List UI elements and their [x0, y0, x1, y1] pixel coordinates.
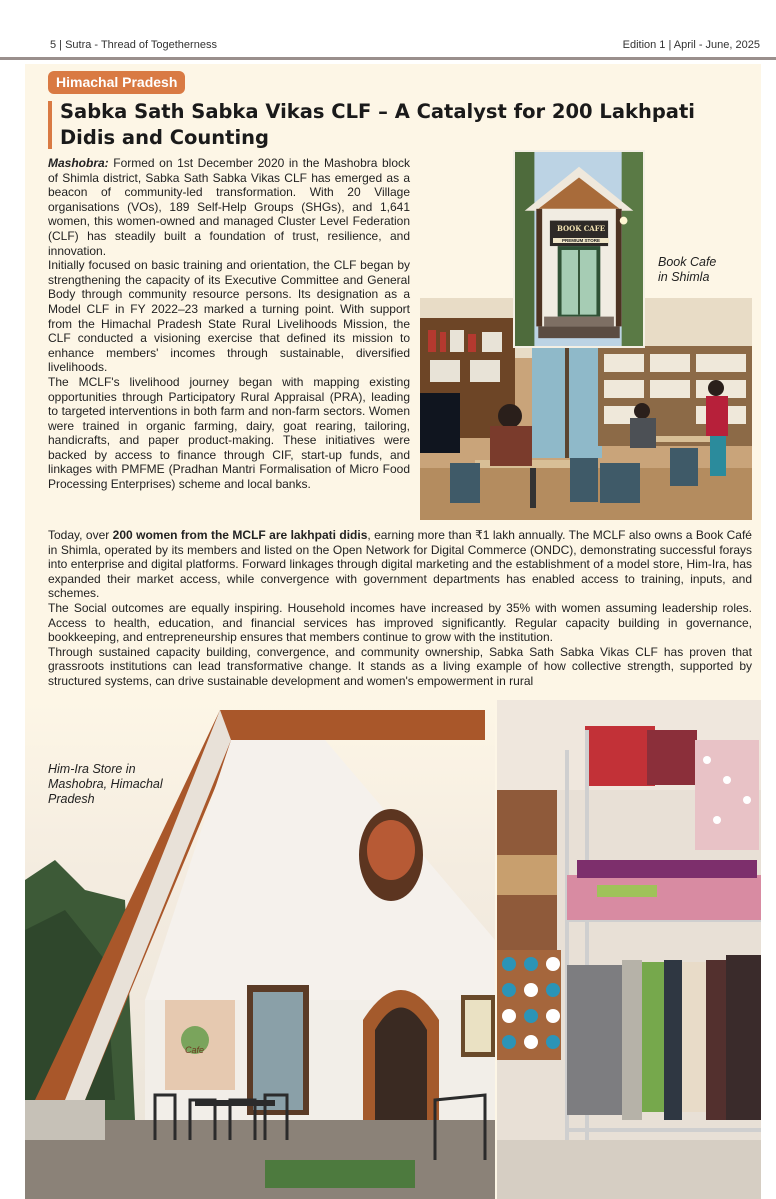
header-rule [0, 57, 776, 60]
store-interior-photo [497, 700, 761, 1199]
book-cafe-caption-line-2: in Shimla [658, 270, 710, 284]
him-ira-caption-line-1: Him-Ira Store in [48, 762, 136, 776]
paragraph-4-highlight: 200 women from the MCLF are lakhpati didis [112, 528, 368, 542]
cafe-wall-mural-text: Cafe [185, 1045, 205, 1055]
paragraph-4 [48, 528, 752, 601]
article-column [48, 156, 410, 492]
paragraph-4-pre: Today, over [48, 528, 113, 542]
him-ira-caption [48, 762, 163, 807]
book-cafe-caption [658, 255, 716, 285]
paragraph-2: Initially focused on basic training and orientation, the CLF began by strengthening the capacity of its Executive Committee and General Body through community resource persons. Its designation as a Model CLF in FY 2022–23 marked a turning point. With support from the Himachal Pradesh State Rural Livelihoods Mission, the CLF conducted a visioning exercise that defined its mission to enhance members' incomes through sustainable, diversified livelihoods. [48, 258, 410, 375]
book-cafe-exterior-photo [513, 150, 645, 348]
book-cafe-caption-line-1: Book Cafe [658, 255, 717, 269]
premium-store-sign: PREMIUM STORE [553, 238, 609, 243]
paragraph-6: Through sustained capacity building, convergence, and community ownership, Sabka Sath Sabka Vikas CLF has proven that grassroots institutions can lead transformative change. It stands as a living example of how collective strength, supported by structured systems, can drive sustainable development and women's empowerment in rural [48, 644, 752, 688]
header-edition: Edition 1 | April - June, 2025 [622, 39, 760, 51]
paragraph-4-rest: , earning more than ₹1 lakh annually. The MCLF also owns a Book Café in Shimla, operated by its members and listed on the Open Network for Digital Commerce (ONDC), demonstrating successful forays into enterprise and digital platforms. Forward linkages through digital marketing and the establishment of a model store, Him-Ira, has expanded their market access, while convergence with government departments has enabled access to training, inputs, and schemes. [48, 528, 752, 601]
paragraph-1 [48, 156, 410, 258]
article-title: Sabka Sath Sabka Vikas CLF – A Catalyst for 200 Lakhpati Didis and Counting [60, 100, 695, 149]
article-wide-text [48, 528, 752, 689]
paragraph-3: The MCLF's livelihood journey began with mapping existing opportunities through Participatory Rural Appraisal (PRA), leading to targeted interventions in both farm and non-farm sectors. Women were trained in organic farming, dairy, goat rearing, tailoring, handicrafts, and paper product-making. These initiatives were backed by access to finance through CIF, start-up funds, and linkages with PMFME (Pradhan Mantri Formalisation of Micro Food Processing Enterprises) scheme and local banks. [48, 374, 410, 492]
page-header [0, 0, 776, 60]
him-ira-caption-line-3: Pradesh [48, 792, 95, 806]
book-cafe-sign: BOOK CAFE [556, 224, 606, 233]
region-tag: Himachal Pradesh [48, 71, 185, 94]
paragraph-1-text: Formed on 1st December 2020 in the Mashobra block of Shimla district, Sabka Sath Sabka Vikas CLF has emerged as a beacon of community-led transformation. With 20 Village organisations (VOs), 189 Self-Help Groups (SHGs), and 1,641 women, this women-owned and managed Cluster Level Federation (CLF) has steadily built a foundation of trust, resilience, and innovation. [48, 156, 410, 258]
paragraph-5: The Social outcomes are equally inspiring. Household incomes have increased by 35% with women assuming leadership roles. Access to health, education, and financial services has improved significantly. Regular capacity building in governance, bookkeeping, and entrepreneurship ensures that members continue to grow with the institution. [48, 600, 752, 645]
him-ira-caption-line-2: Mashobra, Himachal [48, 777, 163, 791]
dateline: Mashobra: [48, 156, 109, 170]
header-publication: 5 | Sutra - Thread of Togetherness [50, 39, 217, 51]
title-accent-bar [48, 101, 52, 149]
